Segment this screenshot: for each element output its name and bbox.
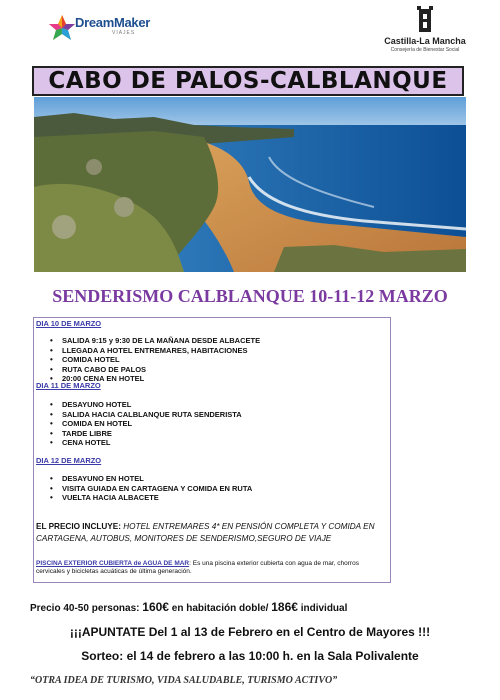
list-item: • TARDE LIBRE [50,429,242,439]
list-item: • VISITA GUIADA EN CARTAGENA Y COMIDA EN RUTA [50,484,252,494]
pool-info-text: : Es una piscina exterior cubierta con agua de mar, chorros cervicales y bicicletas acuáticas de última generación. [36,560,359,575]
list-item: • COMIDA EN HOTEL [50,419,242,429]
day-3-list [50,474,252,503]
price-double-label: en habitación doble/ [168,603,272,614]
list-item: • SALIDA HACIA CALBLANQUE RUTA SENDERISTA [50,410,242,420]
page-title: CABO DE PALOS-CALBLANQUE [48,68,448,94]
price-label: Precio 40-50 personas: [30,603,143,614]
day-3-title: DIA 12 DE MARZO [36,456,102,465]
price-includes [36,521,386,545]
coastline-photo [34,97,466,272]
list-item: • 20:00 CENA EN HOTEL [50,374,260,384]
list-item: • RUTA CABO DE PALOS [50,365,260,375]
list-item: • VUELTA HACIA ALBACETE [50,493,252,503]
list-item: • LLEGADA A HOTEL ENTREMARES, HABITACIONES [50,346,260,356]
signup-notice: ¡¡¡APUNTATE Del 1 al 13 de Febrero en el Centro de Mayores !!! [69,625,431,639]
slogan: “OTRA IDEA DE TURISMO, VIDA SALUDABLE, TURISMO ACTIVO” [30,675,338,686]
day-1-title: DIA 10 DE MARZO [36,319,102,328]
pool-info-label: PISCINA EXTERIOR CUBIERTA de AGUA DE MAR [36,560,190,567]
list-item: • DESAYUNO HOTEL [50,400,242,410]
price-double: 160€ [142,600,169,614]
list-item: • COMIDA HOTEL [50,355,260,365]
event-subtitle: SENDERISMO CALBLANQUE 10-11-12 MARZO [52,286,448,306]
draw-notice: Sorteo: el 14 de febrero a las 10:00 h. en la Sala Polivalente [81,649,419,663]
pool-info [36,560,388,576]
price-includes-label: EL PRECIO INCLUYE: [36,522,121,531]
list-item: • DESAYUNO EN HOTEL [50,474,252,484]
castilla-la-mancha-title: Castilla-La Mancha [384,36,466,46]
list-item: • CENA HOTEL [50,438,242,448]
castilla-la-mancha-subtitle: Consejería de Bienestar Social [390,47,460,53]
price-individual: 186€ [271,600,298,614]
list-item: • SALIDA 9:15 y 9:30 DE LA MAÑANA DESDE ALBACETE [50,336,260,346]
price-line [30,600,347,614]
day-2-list [50,400,242,448]
dreammaker-logo-sub: VIAJES [112,30,136,36]
dreammaker-logo-text: DreamMaker [75,15,151,30]
price-individual-label: individual [297,603,348,614]
price-includes-text: HOTEL ENTREMARES 4* EN PENSIÓN COMPLETA Y COMIDA EN CARTAGENA, AUTOBUS, MONITORES DE SENDERISMO,SEGURO DE VIAJE [36,522,375,543]
day-1-list [50,336,260,384]
day-2-title: DIA 11 DE MARZO [36,381,101,390]
